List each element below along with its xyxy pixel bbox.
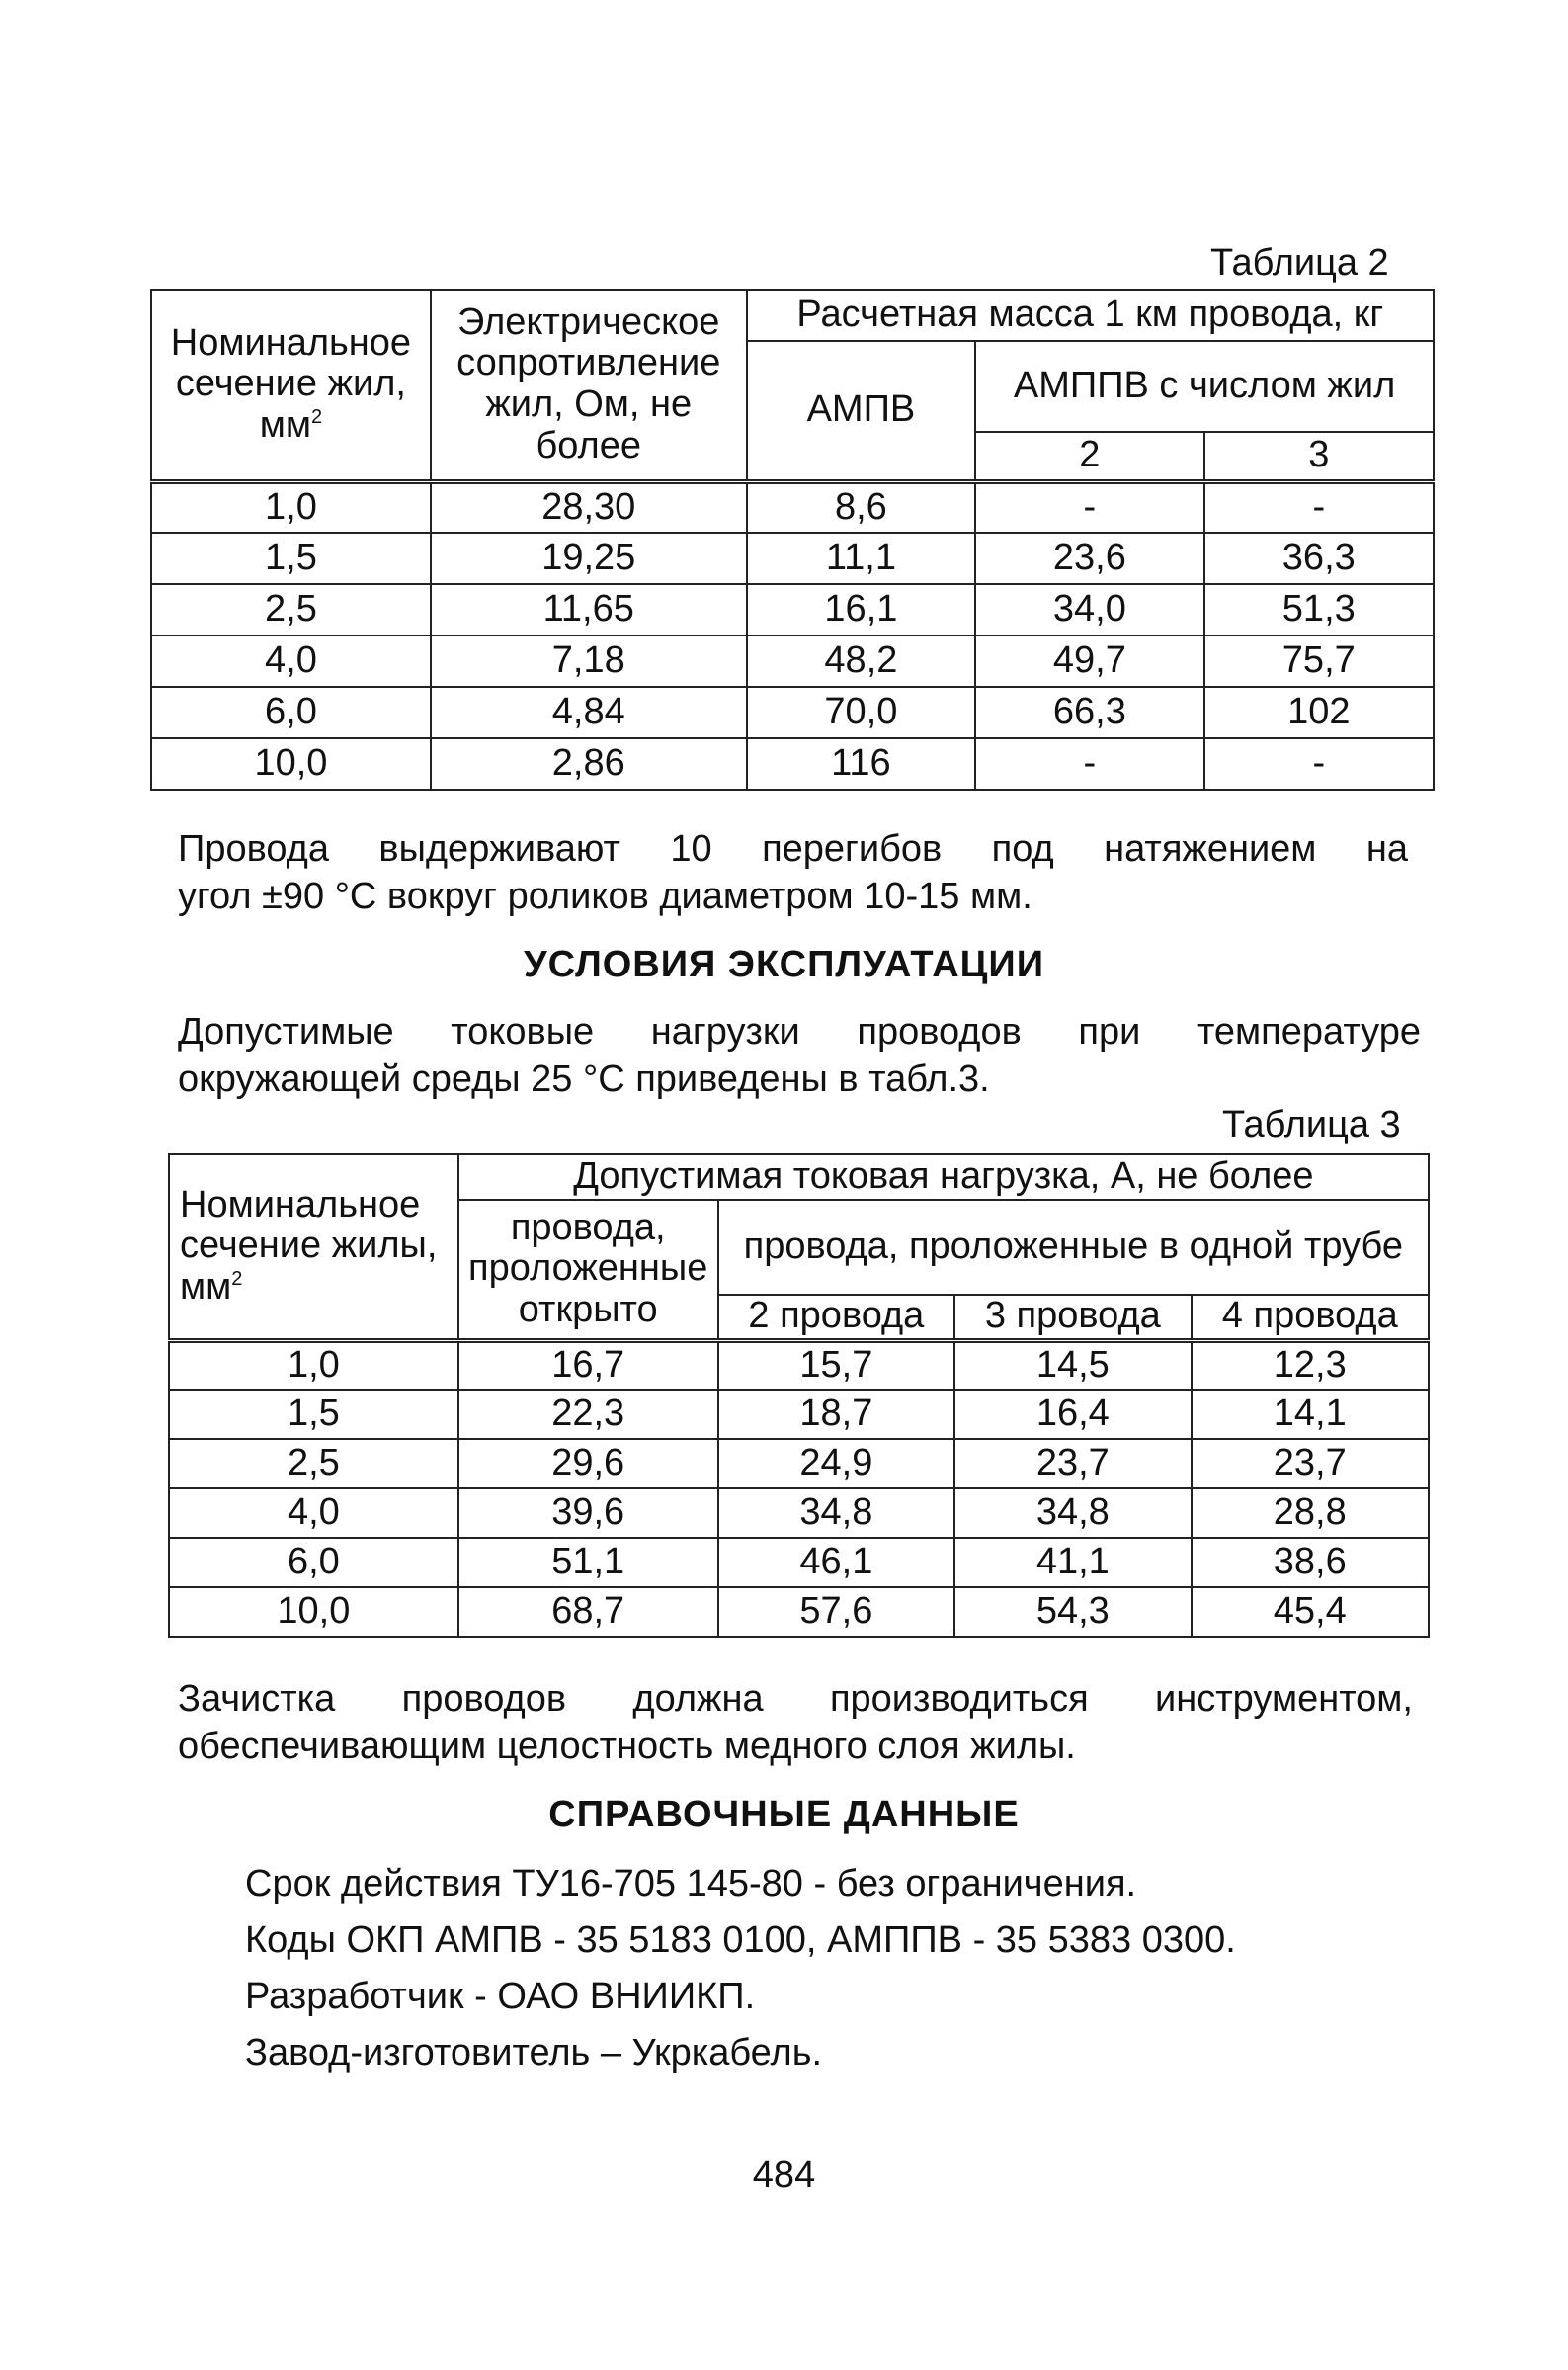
table2-col-cores2-header: 2: [975, 432, 1203, 481]
table-cell: 22,3: [458, 1390, 718, 1439]
table-cell: 41,1: [954, 1538, 1191, 1587]
table-cell: 102: [1204, 687, 1434, 738]
table3-col-load-header: Допустимая токовая нагрузка, А, не более: [458, 1154, 1429, 1200]
paragraph-line: угол ±90 °С вокруг роликов диаметром 10-15 мм.: [178, 876, 1032, 917]
table-cell: 45,4: [1192, 1587, 1429, 1637]
table-cell: 4,84: [431, 687, 747, 738]
table2-col-resistance-header: Электрическое сопротивление жил, Ом, не более: [431, 290, 747, 481]
table-cell: 39,6: [458, 1488, 718, 1538]
paragraph-line: Зачистка проводов должна производиться инструментом,: [178, 1678, 1413, 1720]
table-cell: 23,7: [954, 1439, 1191, 1488]
table-cell: 23,6: [975, 533, 1203, 584]
table-cell: 23,7: [1192, 1439, 1429, 1488]
table-row: [169, 1390, 1429, 1439]
table-cell: 49,7: [975, 635, 1203, 687]
table2-col-cores3-header: 3: [1204, 432, 1434, 481]
table-row: [151, 635, 1434, 687]
table3-col-3wires-header: 3 провода: [954, 1295, 1191, 1340]
table-cell: 1,0: [151, 481, 431, 533]
table-cell: 14,1: [1192, 1390, 1429, 1439]
page-number: 484: [752, 2155, 816, 2196]
table-cell: 18,7: [718, 1390, 954, 1439]
table-cell: 46,1: [718, 1538, 954, 1587]
table-cell: 10,0: [169, 1587, 458, 1637]
table-cell: 34,8: [718, 1488, 954, 1538]
table-cell: 2,5: [151, 584, 431, 635]
paragraph-line: Допустимые токовые нагрузки проводов при температуре: [178, 1011, 1421, 1053]
table-cell: 70,0: [747, 687, 976, 738]
stripping-paragraph: [178, 1675, 1413, 1770]
table-cell: 11,65: [431, 584, 747, 635]
table-cell: 51,3: [1204, 584, 1434, 635]
table-row: [169, 1340, 1429, 1390]
table-cell: -: [1204, 481, 1434, 533]
table-cell: 7,18: [431, 635, 747, 687]
superscript: 2: [231, 1268, 243, 1291]
table-cell: -: [975, 481, 1203, 533]
reference-line-okp-codes: Коды ОКП АМПВ - 35 5183 0100, АМППВ - 35 5383 0300.: [245, 1919, 1236, 1961]
table-cell: 28,8: [1192, 1488, 1429, 1538]
table-cell: 36,3: [1204, 533, 1434, 584]
table-cell: 68,7: [458, 1587, 718, 1637]
table-cell: 14,5: [954, 1340, 1191, 1390]
table-row: [151, 533, 1434, 584]
operating-conditions-heading: УСЛОВИЯ ЭКСПЛУАТАЦИИ: [523, 944, 1045, 985]
table-cell: 75,7: [1204, 635, 1434, 687]
table-row: [169, 1587, 1429, 1637]
table-cell: 6,0: [151, 687, 431, 738]
table-cell: 8,6: [747, 481, 976, 533]
paragraph-line: окружающей среды 25 °С приведены в табл.3.: [178, 1058, 990, 1100]
table-cell: 2,86: [431, 738, 747, 790]
paragraph-line: обеспечивающим целостность медного слоя жилы.: [178, 1726, 1076, 1767]
table-cell: 16,1: [747, 584, 976, 635]
table-cell: 1,0: [169, 1340, 458, 1390]
table-cell: 4,0: [151, 635, 431, 687]
table-cell: 6,0: [169, 1538, 458, 1587]
table-row: [151, 584, 1434, 635]
table-cell: 116: [747, 738, 976, 790]
table-cell: 38,6: [1192, 1538, 1429, 1587]
paragraph-line: Провода выдерживают 10 перегибов под натяжением на: [178, 828, 1408, 870]
table2-caption: Таблица 2: [1210, 242, 1389, 284]
table-cell: 10,0: [151, 738, 431, 790]
reference-line-developer: Разработчик - ОАО ВНИИКП.: [245, 1976, 756, 2017]
table-cell: 16,4: [954, 1390, 1191, 1439]
table3-col-2wires-header: 2 провода: [718, 1295, 954, 1340]
table3-col-section-header: Номинальное сечение жилы, $мм^2$: [169, 1154, 458, 1340]
table-cell: 66,3: [975, 687, 1203, 738]
table-cell: -: [1204, 738, 1434, 790]
table-row: [169, 1488, 1429, 1538]
table-cell: 29,6: [458, 1439, 718, 1488]
table-cell: 51,1: [458, 1538, 718, 1587]
table3-caption: Таблица 3: [1222, 1104, 1401, 1145]
table3: [168, 1153, 1430, 1638]
table2-col-mass-header: Расчетная масса 1 км провода, кг: [747, 290, 1434, 341]
table-cell: 34,0: [975, 584, 1203, 635]
table-cell: 2,5: [169, 1439, 458, 1488]
table-cell: 1,5: [169, 1390, 458, 1439]
table-cell: 24,9: [718, 1439, 954, 1488]
table-cell: 54,3: [954, 1587, 1191, 1637]
table3-col-4wires-header: 4 провода: [1192, 1295, 1429, 1340]
reference-data-heading: СПРАВОЧНЫЕ ДАННЫЕ: [548, 1794, 1020, 1835]
bending-test-paragraph: [178, 825, 1408, 920]
table2-col-ampv-header: АМПВ: [747, 341, 976, 481]
table-cell: 28,30: [431, 481, 747, 533]
table-cell: 11,1: [747, 533, 976, 584]
table-cell: 15,7: [718, 1340, 954, 1390]
table2: [150, 289, 1435, 791]
table-cell: 34,8: [954, 1488, 1191, 1538]
table-row: [151, 481, 1434, 533]
table-cell: 57,6: [718, 1587, 954, 1637]
table-row: [151, 738, 1434, 790]
reference-line-validity: Срок действия ТУ16-705 145-80 - без ограничения.: [245, 1863, 1137, 1904]
table-cell: 16,7: [458, 1340, 718, 1390]
table3-col-pipe-header: провода, проложенные в одной трубе: [718, 1200, 1429, 1295]
table2-col-section-header: Номинальное сечение жил, $мм^2$: [151, 290, 431, 481]
table-cell: 19,25: [431, 533, 747, 584]
table-row: [151, 687, 1434, 738]
reference-line-manufacturer: Завод-изготовитель – Укркабель.: [245, 2032, 823, 2074]
table2-col-amppv-header: АМППВ с числом жил: [975, 341, 1434, 432]
table3-col-open-header: провода, проложенные открыто: [458, 1200, 718, 1340]
table-row: [169, 1538, 1429, 1587]
table-cell: 1,5: [151, 533, 431, 584]
superscript: 2: [310, 406, 323, 429]
table-cell: 48,2: [747, 635, 976, 687]
table-row: [169, 1439, 1429, 1488]
table-cell: 12,3: [1192, 1340, 1429, 1390]
current-load-paragraph: [178, 1008, 1421, 1103]
table-cell: -: [975, 738, 1203, 790]
table-cell: 4,0: [169, 1488, 458, 1538]
